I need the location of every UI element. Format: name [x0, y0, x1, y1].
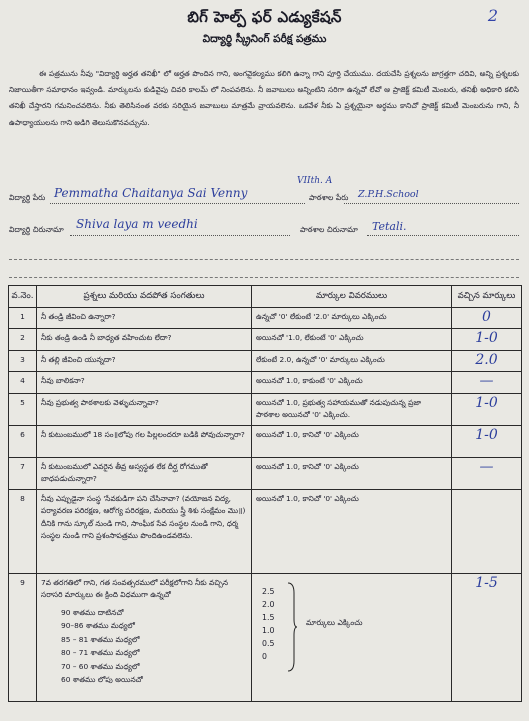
row-question: నీ తండ్రి జీవించి ఉన్నారా? [37, 307, 252, 329]
school-name-label: పాఠశాల పేరు [309, 193, 349, 202]
row-number: 8 [9, 489, 37, 573]
table-row [9, 350, 522, 372]
row-number: 5 [9, 393, 37, 425]
class-value[interactable]: VIIth. A [297, 176, 333, 186]
student-name-value[interactable]: Pemmatha Chaitanya Sai Venny [54, 186, 248, 200]
header-score: వచ్చిన మార్కులు [452, 286, 522, 308]
score-value: — [479, 458, 494, 475]
row-question: నీకు తండ్రి ఉండి నీ బాధ్యత వహించుట లేదా? [37, 329, 252, 351]
mark-value: 1.0 [262, 625, 275, 635]
organization-title: బిగ్ హెల్ప్ ఫర్ ఎడ్యుకేషన్ [187, 8, 342, 26]
row-number: 6 [9, 425, 37, 457]
school-address-label: పాఠశాల చిరునామా [300, 225, 358, 234]
row-question: నీ కుటుంబములో ఎవరైన తీవ్ర అస్వస్థత లేక దీర్ఘ రోగముతో బాధపడుచున్నారా? [37, 457, 252, 489]
row-criteria: అయినచో 1.0, కానిచో '0' ఎక్కించు [252, 457, 452, 489]
row-question: నీవు బాలికనా? [37, 372, 252, 394]
row-question: 7వ తరగతిలో గాని, గత సంవత్సరములో పరీక్షలోగాని నీకు వచ్చిన సరాసరి మార్కులు ఈ క్రింది విధముగా ఉన్నచో [41, 577, 229, 599]
handwritten-page-number: 2 [487, 6, 499, 25]
row-score[interactable] [452, 573, 522, 701]
address-value[interactable]: Shiva laya m veedhi [76, 217, 198, 231]
row-criteria: అయినచో 1.0, ప్రభుత్వ సహాయముతో నడుపుచున్న ప్రజా పాఠశాల అయినచో '0' ఎక్కించు. [252, 393, 452, 425]
row-score[interactable] [452, 489, 522, 573]
row-criteria: అయినచో 1.0, కానిచో '0' ఎక్కించు [252, 425, 452, 457]
score-value: 2.0 [475, 351, 498, 368]
marks-table [8, 285, 522, 702]
row-score[interactable] [452, 393, 522, 425]
row-score[interactable] [452, 372, 522, 394]
instructions-paragraph: ఈ పత్రమును నీవు "విద్యార్థి అర్హత తనిఖీ" లో అర్హత పొందిన గాని, అంగవైకల్యము కలిగి ఉన్నా గాని పూర్తి చేయుము. దయచేసి ప్రశ్నలను జాగ్రత్తగా చదివి, అన్ని ప్రశ్నలకు నిజాయితీగా సమాధానం ఇవ్వండి. మార్కులను కుడివైపు చివరి కాలమ్ లో నింపవలెను. నీ జవాబులు అన్నింటిని సరిగా ఉన్నవో లేవో ఆ ప్రాజెక్ట్ కమిటీ మెంబరు, తనిఖీ అధికారి కలిసి తనిఖీ చేస్తారని గమనించవలెను. నీకు తెలిసినంత వరకు సరియైన జవాబులు మాత్రమే వ్రాయవలెను. ఒకవేళ నీకు ఏ ప్రశ్నయైనా అర్థము కానిచో ప్రాజెక్ట్ కమిటీ మెంబరును గాని, నీ ఉపాధ్యాయులను గాని అడిగి తెలుసుకొనవచ్చును. [9, 69, 519, 127]
mark-value: 0 [262, 651, 267, 661]
row-criteria: అయినచో 1.0, కాకుంటే '0' ఎక్కించు [252, 372, 452, 394]
table-row [9, 573, 522, 701]
percentage-range-list [41, 606, 247, 687]
row-question: నీవు ప్రభుత్వ పాఠశాలకు వెళ్ళుచున్నావా? [37, 393, 252, 425]
percentage-range: 80 – 71 శాతము మధ్యలో [61, 648, 140, 657]
row-criteria: లేకుంటే 2.0, ఉన్నచో '0' మార్కులు ఎక్కించు [252, 350, 452, 372]
mark-value: 1.5 [262, 612, 275, 622]
row-question: నీవు ఎప్పుడైనా సంస్థ 'సేవకుడిగా పని చేసినావా? (వయోజన విద్య, పర్యావరణ పరిరక్షణ, ఆరోగ్య పరిరక్షణ, మరియు స్త్రీ శిశు సంక్షేమం మొ॥) దీనికి గాను స్కూల్ నుండి గాని, సాంఘీక సేవ సంస్థల నుండి గాని, ధర్మ సంస్థల నుండి గాని ప్రశంసాపత్రము పొందిఉండవలెను. [37, 489, 252, 573]
row-question: నీ కుటుంబములో 18 సం॥లోపు గల పిల్లలందరూ బడికి పోవుచున్నారా? [37, 425, 252, 457]
row-score[interactable] [452, 457, 522, 489]
row-number: 7 [9, 457, 37, 489]
table-row [9, 425, 522, 457]
table-row [9, 457, 522, 489]
percentage-range: 60 శాతము లోపు అయినచో [61, 675, 143, 684]
row-score[interactable] [452, 425, 522, 457]
student-name-line [50, 203, 305, 204]
table-row [9, 372, 522, 394]
header-sno: వ.నెం. [9, 286, 37, 308]
table-header-row [9, 286, 522, 308]
separator-line [9, 277, 519, 278]
address-line [70, 235, 290, 236]
table-row [9, 489, 522, 573]
school-name-line [344, 203, 519, 204]
row-number: 4 [9, 372, 37, 394]
table-row [9, 393, 522, 425]
mark-value: 0.5 [262, 638, 275, 648]
row-score[interactable] [452, 350, 522, 372]
row-number: 1 [9, 307, 37, 329]
school-name-value[interactable]: Z.P.H.School [358, 189, 419, 200]
mark-value: 2.5 [262, 586, 275, 596]
header-criteria: మార్కుల వివరములు [252, 286, 452, 308]
percentage-range: 70 – 60 శాతము మధ్యలో [61, 661, 140, 671]
curly-brace-icon [286, 581, 298, 673]
table-row [9, 307, 522, 329]
score-value: 1-5 [475, 574, 498, 591]
row-criteria: ఉన్నచో '0' లేకుంటే '2.0' మార్కులు ఎక్కించు [252, 307, 452, 329]
row-number: 3 [9, 350, 37, 372]
row-question-percentage [37, 573, 252, 701]
score-value: 1-0 [475, 426, 498, 443]
row-criteria-marks-scale [252, 573, 452, 701]
score-value: 1-0 [475, 394, 498, 411]
student-name-label: విద్యార్థి పేరు [9, 193, 46, 202]
row-number: 2 [9, 329, 37, 351]
row-criteria: అయినచో 1.0, కానిచో '0' ఎక్కించు [252, 489, 452, 573]
mark-value: 2.0 [262, 599, 275, 609]
row-question: నీ తల్లి జీవించి యున్నదా? [37, 350, 252, 372]
row-score[interactable] [452, 329, 522, 351]
score-value: 1-0 [475, 330, 498, 346]
percentage-range: 90 శాతము దాటినచో [61, 607, 124, 617]
marks-scale [256, 577, 447, 689]
row-number: 9 [9, 573, 37, 701]
form-subtitle: విద్యార్థి స్క్రీనింగ్ పరీక్ష పత్రము [202, 33, 327, 45]
score-value: — [479, 373, 494, 389]
score-value: 0 [482, 308, 491, 325]
school-address-line [367, 235, 519, 236]
percentage-range: 85 – 81 శాతము మధ్యలో [61, 634, 140, 644]
header-question: ప్రశ్నలు మరియు వదపోత సంగతులు [37, 286, 252, 308]
separator-line [9, 259, 519, 260]
address-label: విద్యార్థి చిరునామా [9, 225, 64, 234]
marks-scale-label: మార్కులు ఎక్కించు [306, 617, 363, 627]
table-row [9, 329, 522, 351]
marks-scale-values [262, 585, 274, 663]
school-address-value[interactable]: Tetali. [372, 220, 407, 233]
percentage-range: 90–86 శాతము మధ్యలో [61, 621, 135, 630]
row-criteria: అయినచో '1.0, లేకుంటే '0' ఎక్కించు [252, 329, 452, 351]
row-score[interactable] [452, 307, 522, 329]
